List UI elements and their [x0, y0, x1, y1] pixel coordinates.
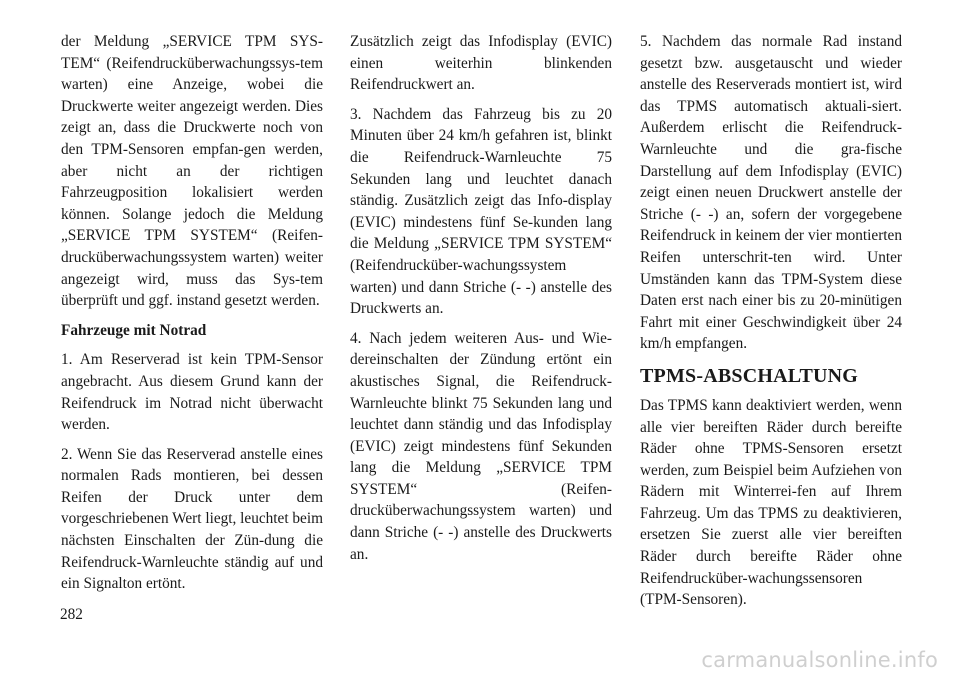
paragraph: 4. Nach jedem weiteren Aus- und Wie-dereinschalten der Zündung ertönt ein akustisches Signal, die Reifendruck-Warnleuchte blinkt 75 Sekunden lang und leuchtet dann ständig und das Infodisplay (EVIC) zeigt mindestens fünf Sekunden lang die Meldung „SERVICE TPM SYSTEM“ (Reifen-drucküberwachungssystem warten) und dann Striche (- -) anstelle des Druckwerts an. [350, 329, 612, 563]
paragraph: 1. Am Reserverad ist kein TPM-Sensor angebracht. Aus diesem Grund kann der Reifendruck im Notrad nicht überwacht werden. [61, 351, 323, 434]
page-number: 282 [60, 606, 83, 623]
paragraph: 3. Nachdem das Fahrzeug bis zu 20 Minuten über 24 km/h gefahren ist, blinkt die Reifendruck-Warnleuchte 75 Sekunden lang und leuchtet danach ständig. Zusätzlich zeigt das Info-display (EVIC) mindestens fünf Se-kunden lang die Meldung „SERVICE TPM SYSTEM“ (Reifendrucküber-wachungssystem warten) und dann Striche (- -) anstelle des Druckwerts an. [350, 105, 612, 318]
paragraph: 5. Nachdem das normale Rad instand gesetzt bzw. ausgetauscht und wieder anstelle des Reserverads montiert ist, wird das TPMS automatisch aktuali-siert. Außerdem erlischt die Reifendruck-Warnleuchte und die gra-fische Darstellung auf dem Infodisplay (EVIC) zeigt einen neuen Druckwert anstelle der Striche (- -) an, sofern der vorgegebene Reifendruck in keinem der vier montierten Reifen unterschrit-ten wird. Unter Umständen kann das TPM-System diese Daten erst nach einer bis zu 20-minütigen Fahrt mit einer Geschwindigkeit über 24 km/h empfangen. [640, 33, 902, 353]
paragraph: Zusätzlich zeigt das Infodisplay (EVIC) einen weiterhin blinkenden Reifendruckwert an. [350, 33, 612, 94]
watermark: carmanualsonline.info [701, 648, 938, 672]
text-column-3 [640, 31, 902, 619]
text-column-2 [350, 31, 612, 573]
paragraph: Das TPMS kann deaktiviert werden, wenn alle vier bereiften Räder durch bereifte Räder ohne TPMS-Sensoren ersetzt werden, zum Beispiel beim Aufziehen von Rädern mit Winterrei-fen auf Ihrem Fahrzeug. Um das TPMS zu deaktivieren, ersetzen Sie zuerst alle vier bereiften Räder durch bereifte Räder ohne Reifendrucküber-wachungssensoren (TPM-Sensoren). [640, 396, 902, 609]
section-subheading: Fahrzeuge mit Notrad [61, 321, 207, 339]
section-heading: TPMS-ABSCHALTUNG [640, 364, 859, 387]
paragraph: 2. Wenn Sie das Reserverad anstelle eines normalen Rads montieren, bei dessen Reifen der Druck unter dem vorgeschriebenen Wert liegt, leuchtet beim nächsten Einschalten der Zün-dung die Reifendruck-Warnleuchte ständig auf und ein Signalton ertönt. [61, 445, 323, 593]
paragraph: der Meldung „SERVICE TPM SYS-TEM“ (Reifendrucküberwachungssys-tem warten) eine Anzeige, wobei die Druckwerte weiter angezeigt werden. Dies zeigt an, dass die Druckwerte noch von den TPM-Sensoren empfan-gen werden, aber nicht an der richtigen Fahrzeugposition lokalisiert werden können. Solange jedoch die Meldung „SERVICE TPM SYSTEM“ (Reifen-drucküberwachungssystem warten) weiter angezeigt wird, muss das Sys-tem überprüft und ggf. instand gesetzt werden. [61, 33, 323, 310]
text-column-1 [61, 31, 323, 603]
